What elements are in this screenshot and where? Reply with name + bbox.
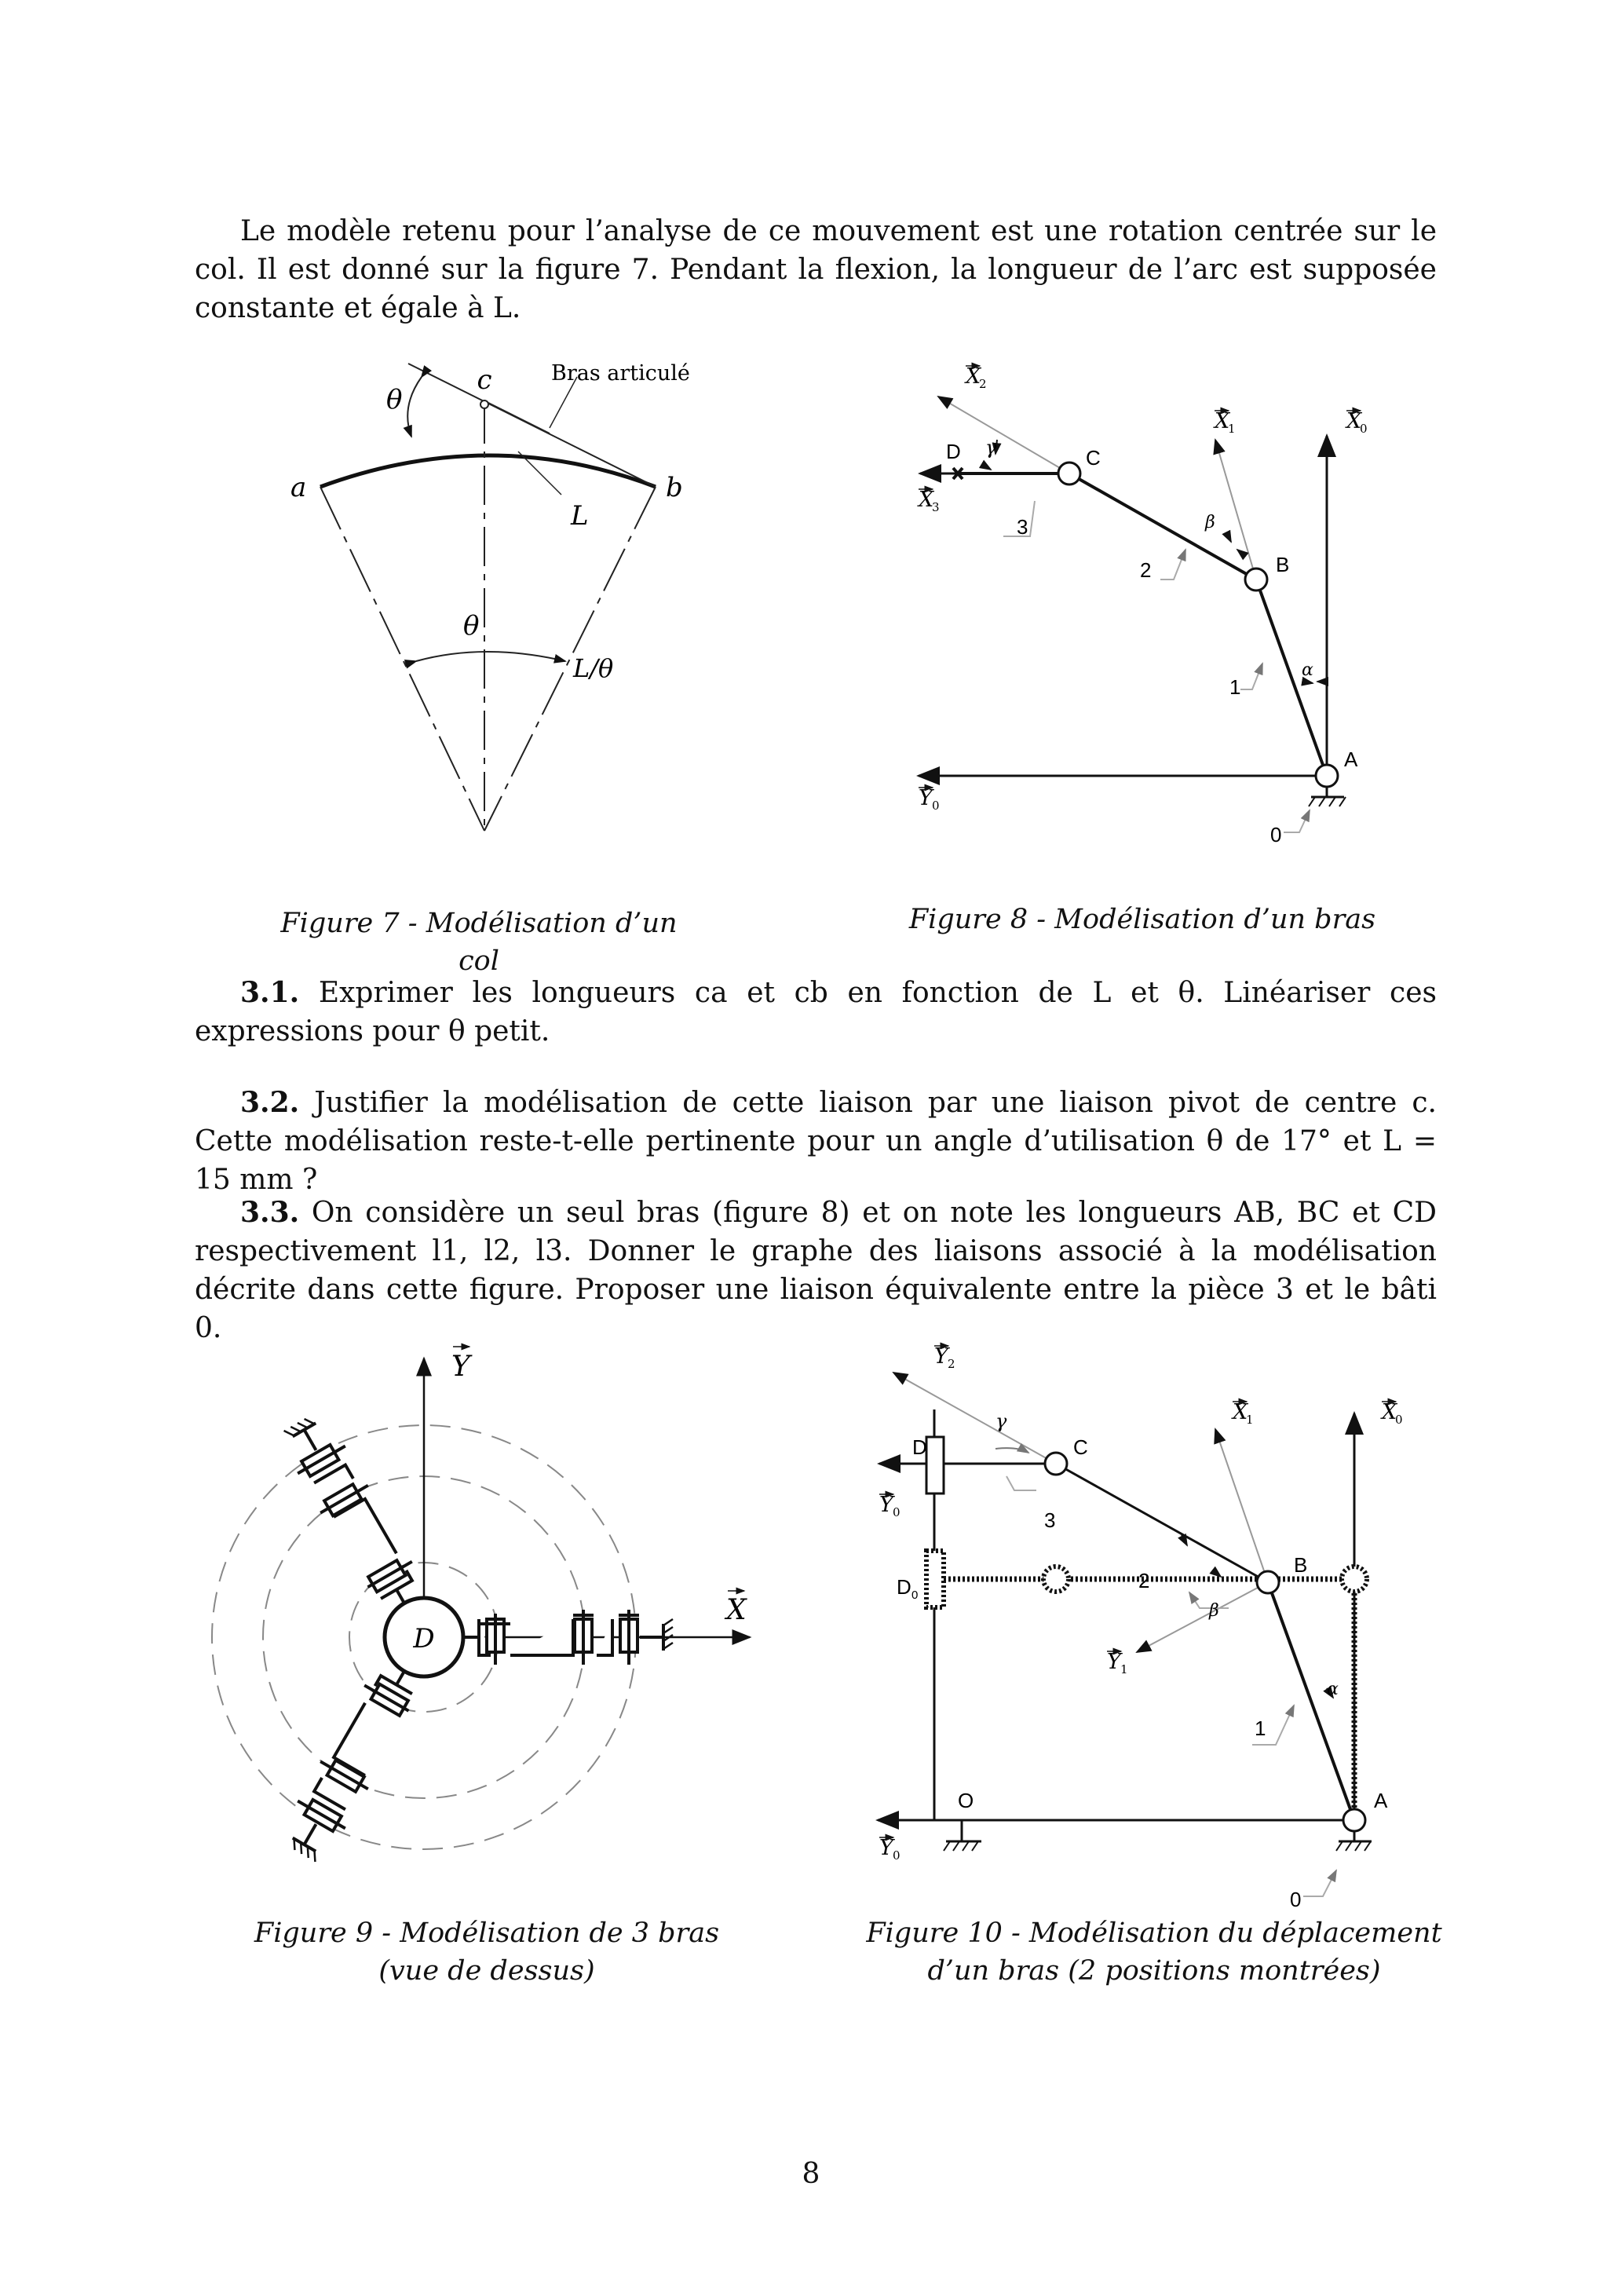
slider-D: [926, 1437, 944, 1493]
label-3-fig10: 3: [1044, 1508, 1056, 1532]
page-number: 8: [802, 2158, 820, 2190]
label-Y0-top: Y: [879, 1493, 893, 1517]
label-alpha: α: [1302, 660, 1313, 680]
label-X1: X: [1215, 409, 1230, 433]
label-2-fig10: 2: [1138, 1569, 1150, 1592]
label-B-fig10: B: [1294, 1553, 1308, 1577]
figure-9: [212, 1347, 750, 1866]
svg-text:2: 2: [979, 377, 987, 391]
leg-b: [484, 487, 656, 831]
label-Y0: Y: [919, 786, 933, 810]
svg-text:0: 0: [1395, 1413, 1403, 1427]
question-3-3: 3.3. On considère un seul bras (figure 8) et on note les longueurs AB, BC et CD respectivement l1, l2, l3. Donner le graphe des liaisons associé à la modélisation décrite dans cette figure. Proposer une liaison équivalente entre la pièce 3 et le bâti 0.: [195, 1196, 1437, 1344]
caption-figure-7: Figure 7 - Modélisation d’un col: [280, 908, 678, 977]
label-alpha-fig10: α: [1327, 1680, 1339, 1699]
svg-text:3: 3: [932, 500, 940, 514]
label-D: D: [946, 440, 961, 463]
label-beta: β: [1205, 513, 1215, 532]
label-X0: X: [1346, 409, 1362, 433]
label-Y: Y: [451, 1351, 470, 1383]
label-D0: D: [897, 1575, 911, 1599]
label-theta-bottom: θ: [463, 610, 480, 642]
label-1-fig10: 1: [1255, 1717, 1266, 1740]
caption-figure-10: Figure 10 - Modélisation du déplacement d’un bras (2 positions montrées): [866, 1918, 1442, 1987]
label-Y2: Y: [934, 1344, 948, 1369]
slider-D0: [926, 1551, 944, 1607]
joint-A: [1316, 765, 1338, 787]
label-L-over-theta: L/θ: [573, 653, 614, 683]
label-D-fig10: D: [912, 1435, 927, 1459]
label-0: 0: [1270, 823, 1282, 846]
svg-text:0: 0: [932, 799, 940, 813]
label-A: A: [1344, 748, 1358, 771]
label-X0-fig10: X: [1382, 1400, 1397, 1424]
svg-text:0: 0: [1360, 422, 1368, 436]
label-c: c: [477, 364, 492, 396]
label-3: 3: [1017, 515, 1028, 539]
svg-text:1: 1: [1246, 1413, 1254, 1427]
label-beta-fig10: β: [1209, 1601, 1219, 1621]
figure-10: [878, 1344, 1403, 1911]
label-X2: X: [966, 364, 981, 389]
svg-text:1: 1: [1120, 1662, 1128, 1676]
label-O: O: [958, 1789, 974, 1812]
label-0-fig10: 0: [1290, 1888, 1302, 1911]
arc-ab: [320, 455, 656, 487]
label-L: L: [571, 500, 589, 532]
question-3-1: 3.1. Exprimer les longueurs ca et cb en fonction de L et θ. Linéariser ces expressions pour θ petit.: [195, 976, 1437, 1047]
label-a: a: [290, 472, 307, 503]
svg-text:0: 0: [893, 1848, 901, 1863]
joint-B-fig10: [1257, 1571, 1279, 1593]
label-bras-articule: Bras articulé: [551, 361, 690, 386]
label-Y0-bottom: Y: [879, 1836, 893, 1860]
label-B: B: [1276, 553, 1290, 576]
label-D-fig9: D: [413, 1623, 435, 1654]
label-b: b: [666, 472, 683, 503]
svg-text:2: 2: [948, 1357, 955, 1371]
figure-8: [917, 364, 1368, 846]
joint-A-fig10: [1343, 1809, 1365, 1831]
label-1: 1: [1229, 675, 1241, 699]
label-X3: X: [919, 488, 934, 512]
label-2: 2: [1140, 558, 1152, 582]
label-C: C: [1086, 446, 1101, 470]
label-A-fig10: A: [1374, 1789, 1388, 1812]
label-gamma: γ: [985, 437, 997, 459]
question-3-2: 3.2. Justifier la modélisation de cette liaison par une liaison pivot de centre c. Cette modélisation reste-t-elle pertinente pour un angle d’utilisation θ de 17° et L = 15 mm ?: [195, 1086, 1437, 1196]
svg-text:0: 0: [911, 1589, 919, 1602]
svg-text:1: 1: [1228, 422, 1236, 436]
leg-a: [320, 487, 484, 831]
label-X: X: [726, 1594, 747, 1626]
label-X1-fig10: X: [1233, 1400, 1248, 1424]
figure-7: [290, 361, 690, 831]
intro-paragraph: Le modèle retenu pour l’analyse de ce mouvement est une rotation centrée sur le col. Il est donné sur la figure 7. Pendant la flexion, la longueur de l’arc est supposée constante et égale à L.: [195, 215, 1437, 324]
label-C-fig10: C: [1073, 1435, 1088, 1459]
svg-text:0: 0: [893, 1505, 901, 1519]
caption-figure-8: Figure 8 - Modélisation d’un bras: [908, 904, 1376, 935]
caption-figure-9: Figure 9 - Modélisation de 3 bras (vue de dessus): [254, 1918, 720, 1987]
label-theta-top: θ: [386, 384, 403, 415]
label-gamma-fig10: γ: [995, 1410, 1007, 1432]
joint-C: [1058, 462, 1080, 484]
point-c: [480, 400, 488, 408]
joint-B: [1245, 569, 1267, 590]
label-Y1: Y: [1107, 1650, 1121, 1674]
joint-C-fig10: [1045, 1453, 1067, 1475]
